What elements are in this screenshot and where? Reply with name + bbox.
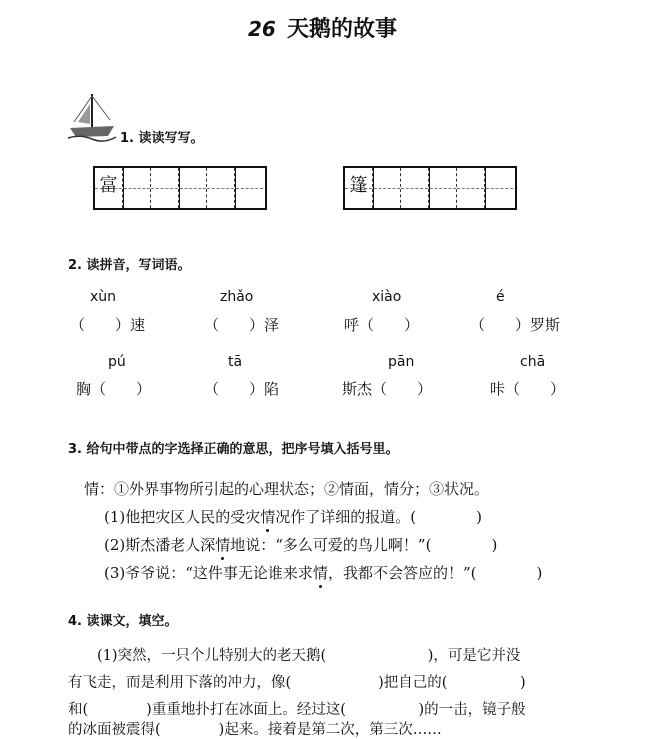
grid-cell[interactable] <box>179 168 207 208</box>
grid-cell[interactable] <box>373 168 401 208</box>
grid-cell[interactable] <box>429 168 457 208</box>
grid-cell <box>345 168 373 208</box>
pinyin-label: pān <box>388 354 415 370</box>
grid-cell[interactable] <box>151 168 179 208</box>
word-blank[interactable]: （ ）陷 <box>204 380 280 398</box>
word-blank[interactable]: （ ）泽 <box>204 316 280 334</box>
word-blank[interactable]: 咔（ ） <box>490 380 566 398</box>
question-item-2[interactable] <box>104 534 497 555</box>
grid-char-example: 富 <box>99 175 118 196</box>
writing-grid-2[interactable] <box>343 166 517 210</box>
lesson-title-text: 天鹅的故事 <box>286 16 397 42</box>
section3-heading: 3. 给句中带点的字选择正确的意思，把序号填入括号里。 <box>68 442 399 457</box>
pinyin-label: zhǎo <box>220 289 254 305</box>
sailboat-icon <box>66 92 118 144</box>
passage-line[interactable]: 有飞走，而是利用下落的冲力，像( )把自己的( ) <box>68 675 526 691</box>
pinyin-label: xùn <box>90 289 117 305</box>
grid-cell[interactable] <box>235 168 263 208</box>
word-blank[interactable]: 胸（ ） <box>76 380 152 398</box>
word-blank[interactable]: 呼（ ） <box>344 316 420 334</box>
dotted-char: 情 <box>215 536 231 554</box>
grid-cell[interactable] <box>485 168 513 208</box>
section4-heading: 4. 读课文，填空。 <box>68 614 178 629</box>
pinyin-label: é <box>496 289 505 305</box>
question-pre: (3)爷爷说：“这件事无论谁来求 <box>104 564 313 582</box>
question-item-1[interactable] <box>104 506 482 527</box>
question-post: 地说：“多么可爱的鸟儿啊！”( ) <box>230 536 498 554</box>
definition-line: 情：①外界事物所引起的心理状态；②情面，情分；③状况。 <box>84 480 490 498</box>
pinyin-label: xiào <box>372 289 402 305</box>
writing-grid-1[interactable] <box>93 166 267 210</box>
question-post: 况作了详细的报道。( ) <box>275 508 482 526</box>
pinyin-label: tā <box>228 354 243 370</box>
passage-line[interactable]: (1)突然，一只个儿特别大的老天鹅( )，可是它并没 <box>68 648 521 664</box>
word-blank[interactable]: （ ）罗斯 <box>470 316 561 334</box>
word-blank[interactable]: （ ）速 <box>70 316 146 334</box>
lesson-title <box>248 12 397 43</box>
dotted-char: 情 <box>260 508 276 526</box>
question-pre: (2)斯杰潘老人深 <box>104 536 216 554</box>
lesson-number: 26 <box>248 17 276 41</box>
grid-cell[interactable] <box>401 168 429 208</box>
passage-line[interactable]: 的冰面被震得( )起来。接着是第二次，第三次…… <box>68 722 442 738</box>
grid-char-example: 篷 <box>349 175 368 196</box>
pinyin-label: chā <box>520 354 546 370</box>
grid-cell[interactable] <box>123 168 151 208</box>
grid-cell <box>95 168 123 208</box>
pinyin-label: pú <box>108 354 126 370</box>
question-pre: (1)他把灾区人民的受灾 <box>104 508 261 526</box>
grid-cell[interactable] <box>207 168 235 208</box>
section1-heading: 1. 读读写写。 <box>120 131 204 146</box>
dotted-char: 情 <box>312 564 328 582</box>
section2-heading: 2. 读拼音，写词语。 <box>68 258 191 273</box>
passage-line[interactable]: 和( )重重地扑打在冰面上。经过这( )的一击，镜子般 <box>68 702 526 718</box>
question-item-3[interactable] <box>104 562 542 583</box>
grid-cell[interactable] <box>457 168 485 208</box>
question-post: ，我都不会答应的！”( ) <box>327 564 543 582</box>
word-blank[interactable]: 斯杰（ ） <box>342 380 433 398</box>
